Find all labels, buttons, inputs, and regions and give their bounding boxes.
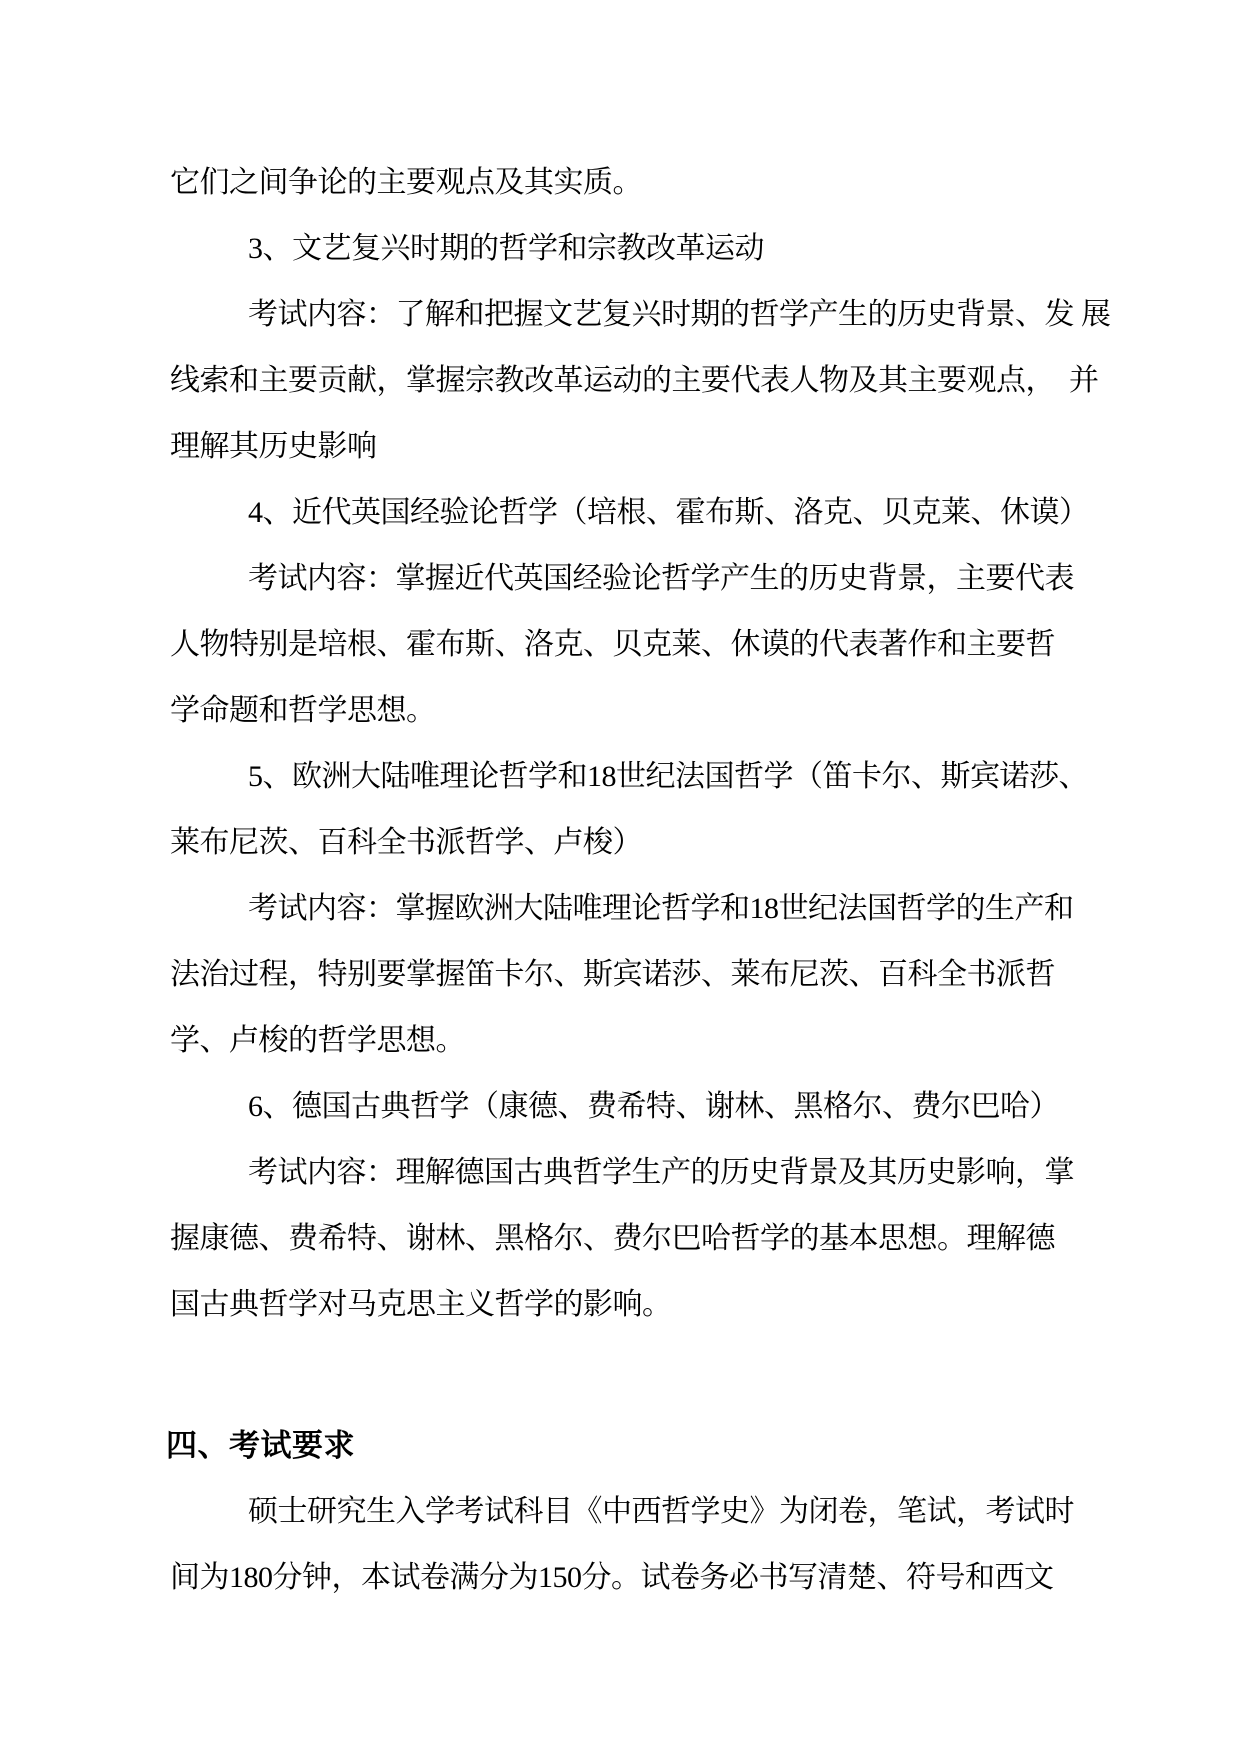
body-line-item-6: 6、德国古典哲学（康德、费希特、谢林、黑格尔、费尔巴哈）: [248, 1090, 1059, 1123]
body-line: 考试内容：理解德国古典哲学生产的历史背景及其历史影响，掌: [248, 1156, 1074, 1189]
body-line-item-4: 4、近代英国经验论哲学（培根、霍布斯、洛克、贝克莱、休谟）: [248, 496, 1089, 529]
body-line: 硕士研究生入学考试科目《中西哲学史》为闭卷，笔试，考试时: [248, 1495, 1074, 1528]
section-gap: [170, 1338, 1080, 1413]
body-line: 握康德、费希特、谢林、黑格尔、费尔巴哈哲学的基本思想。理解德: [170, 1222, 1055, 1255]
body-line: 考试内容：掌握近代英国经验论哲学产生的历史背景，主要代表: [248, 562, 1074, 595]
body-line-item-5: 5、欧洲大陆唯理论哲学和18世纪法国哲学（笛卡尔、斯宾诺莎、: [248, 760, 1088, 793]
body-line: 间为180分钟，本试卷满分为150分。试卷务必书写清楚、符号和西文: [170, 1561, 1054, 1594]
body-line: 莱布尼茨、百科全书派哲学、卢梭）: [170, 826, 642, 859]
body-line: 人物特别是培根、霍布斯、洛克、贝克莱、休谟的代表著作和主要哲: [170, 628, 1055, 661]
body-line: 理解其历史影响: [170, 430, 377, 463]
body-line: 国古典哲学对马克思主义哲学的影响。: [170, 1288, 672, 1321]
body-line: 学命题和哲学思想。: [170, 694, 436, 727]
body-line: 考试内容：了解和把握文艺复兴时期的哲学产生的历史背景、发 展: [248, 298, 1111, 331]
document-body: [166, 150, 1111, 1611]
body-line: 线索和主要贡献，掌握宗教改革运动的主要代表人物及其主要观点， 并: [170, 364, 1099, 397]
body-line: 学、卢梭的哲学思想。: [170, 1024, 465, 1057]
body-line: 考试内容：掌握欧洲大陆唯理论哲学和18世纪法国哲学的生产和: [248, 892, 1074, 925]
body-line: 法治过程，特别要掌握笛卡尔、斯宾诺莎、莱布尼茨、百科全书派哲: [170, 958, 1055, 991]
body-line: 它们之间争论的主要观点及其实质。: [170, 166, 642, 199]
section-heading-exam-requirements: 四、考试要求: [166, 1428, 355, 1464]
body-line-item-3: 3、文艺复兴时期的哲学和宗教改革运动: [248, 232, 764, 265]
